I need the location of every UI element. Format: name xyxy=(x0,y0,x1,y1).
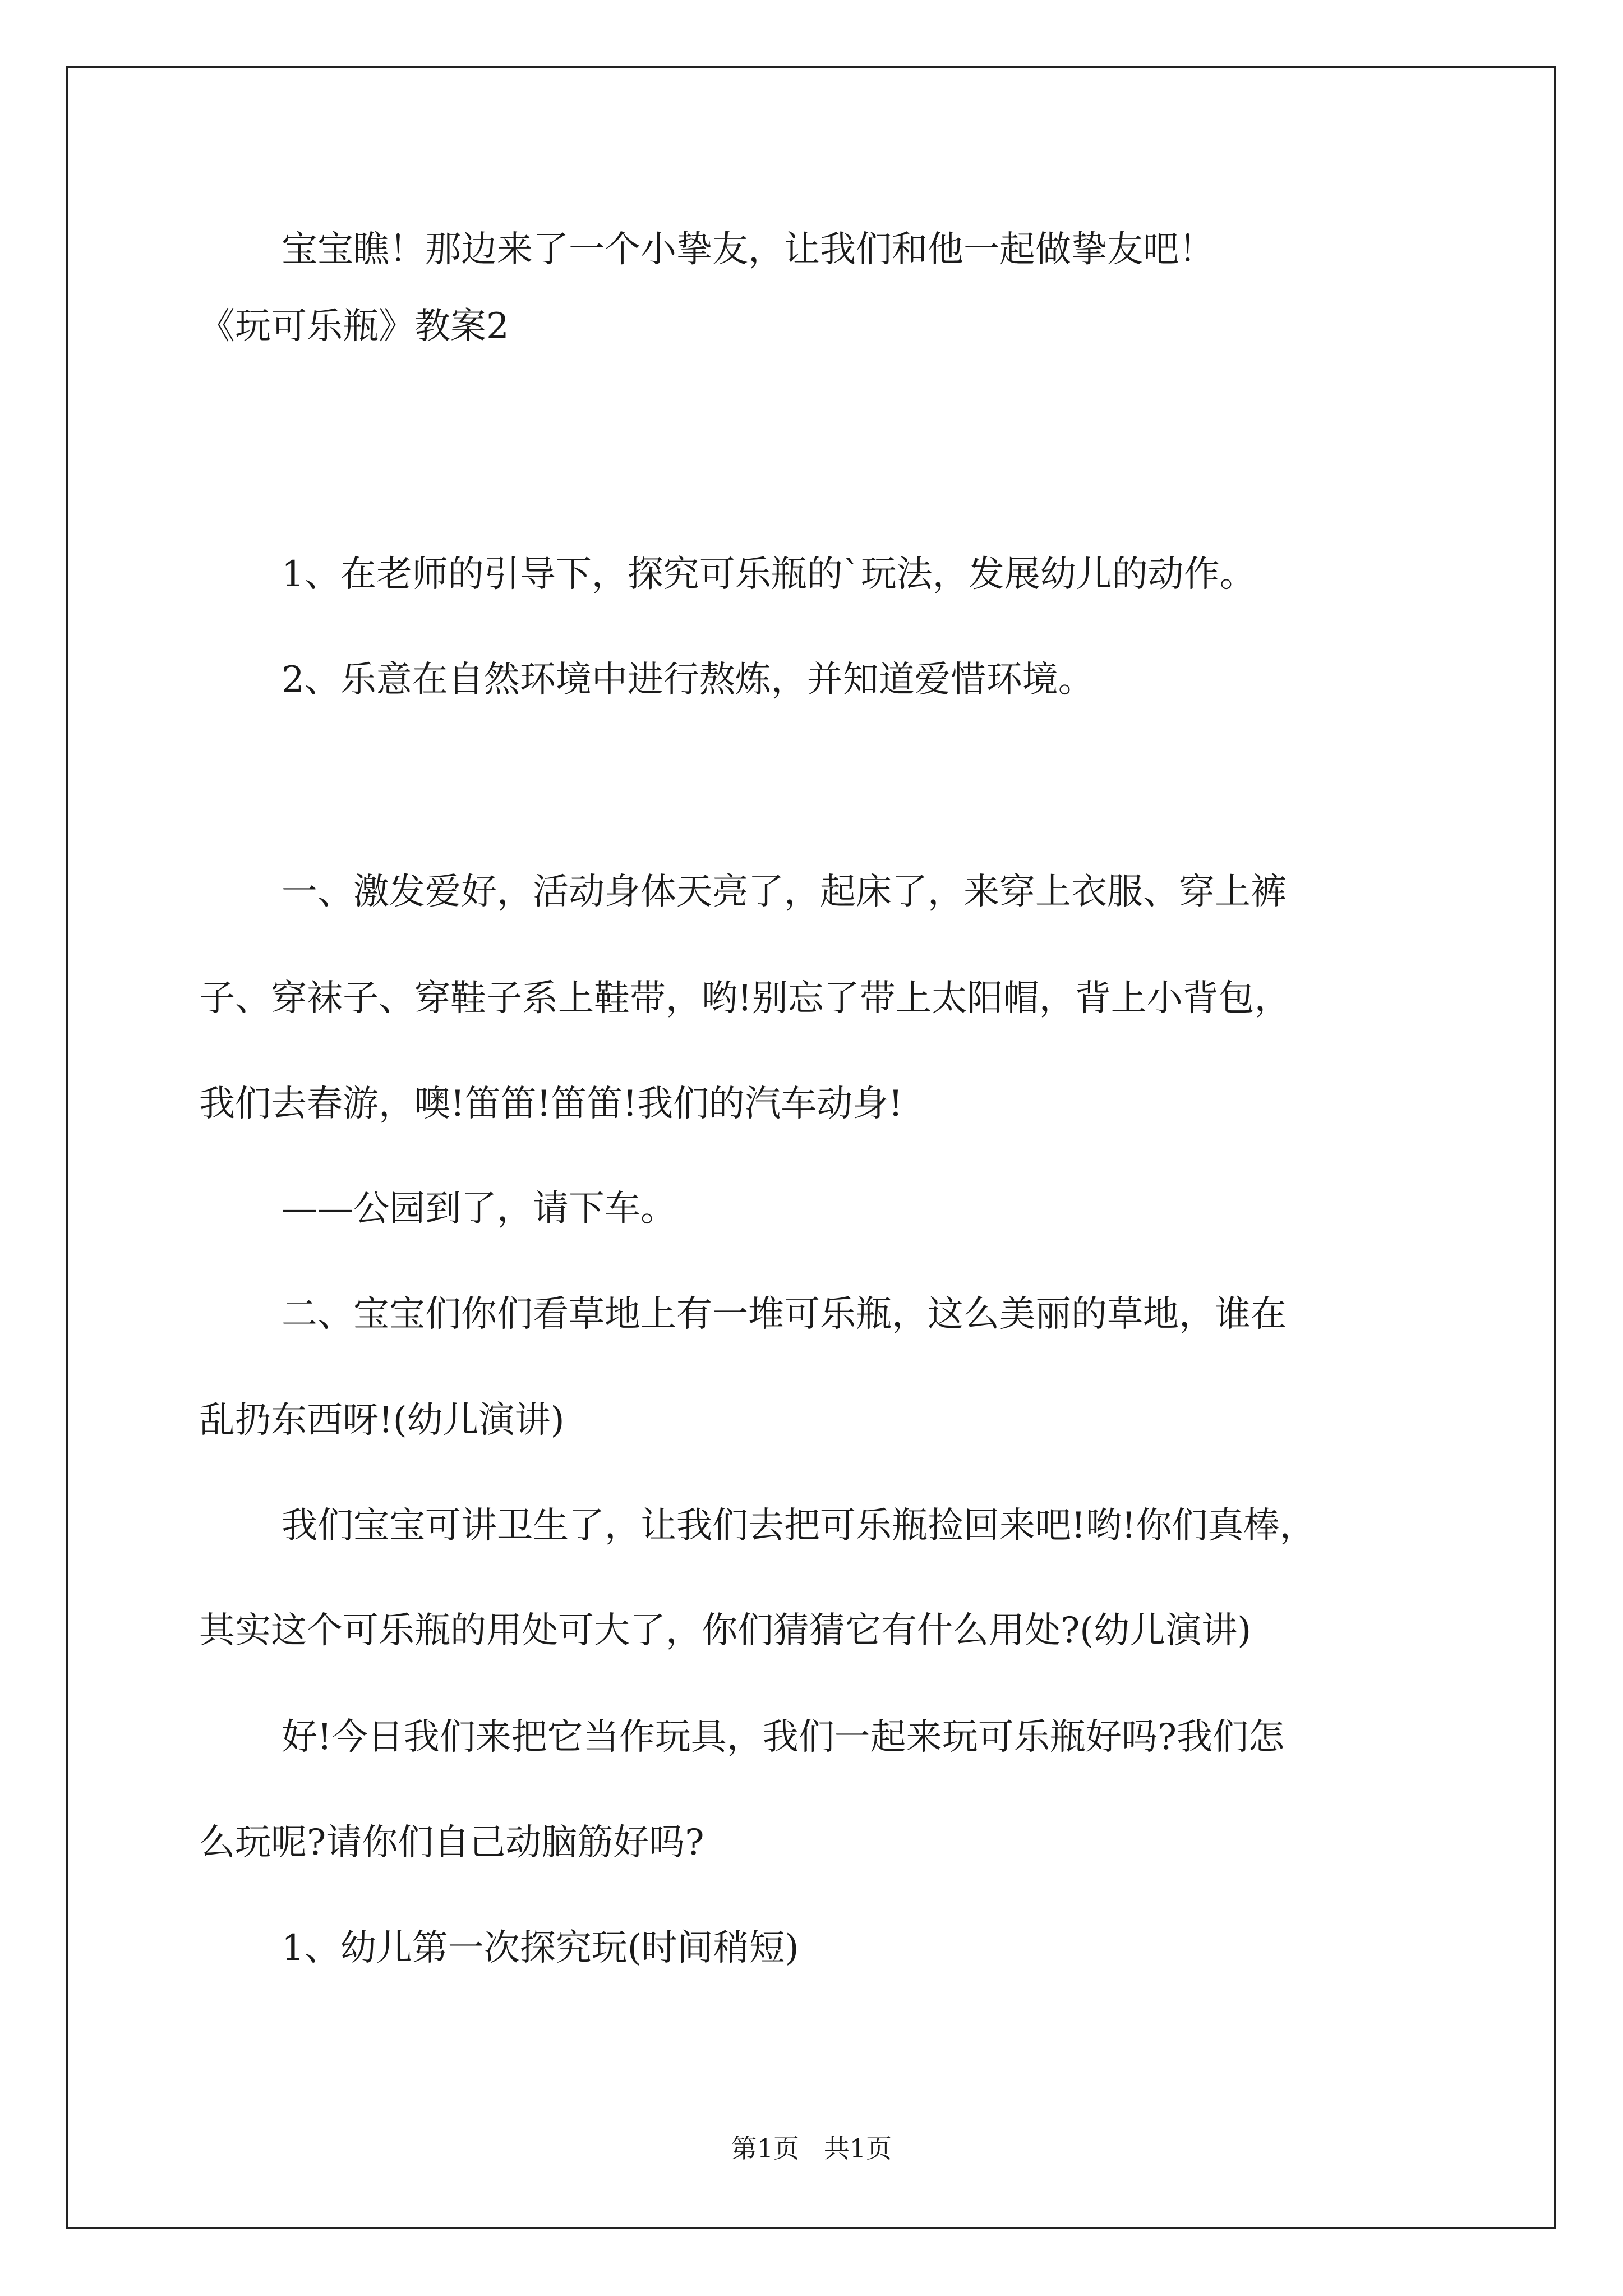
paragraph-line: 二、宝宝们你们看草地上有一堆可乐瓶，这么美丽的草地，谁在 xyxy=(282,1294,1287,1335)
paragraph-line: 我们宝宝可讲卫生了，让我们去把可乐瓶捡回来吧!哟!你们真棒， xyxy=(282,1505,1316,1547)
page-footer: 第1页 共1页 xyxy=(731,2133,892,2164)
section-title: 《玩可乐瓶》教案2 xyxy=(199,306,509,347)
paragraph-line: 1、在老师的引导下，探究可乐瓶的`玩法，发展幼儿的动作。 xyxy=(282,554,1256,595)
paragraph-line: 其实这个可乐瓶的用处可大了，你们猜猜它有什么用处?(幼儿演讲) xyxy=(199,1610,1252,1651)
paragraph-line: 1、幼儿第一次探究玩(时间稍短) xyxy=(282,1927,799,1969)
paragraph-line: 子、穿袜子、穿鞋子系上鞋带，哟!别忘了带上太阳帽，背上小背包， xyxy=(199,978,1290,1019)
paragraph-line: 宝宝瞧！那边来了一个小挚友，让我们和他一起做挚友吧！ xyxy=(282,229,1215,270)
page-border xyxy=(66,66,1556,2229)
paragraph-line: 我们去春游，噢!笛笛!笛笛!我们的汽车动身! xyxy=(199,1083,903,1125)
paragraph-line: 乱扔东西呀!(幼儿演讲) xyxy=(199,1400,565,1441)
paragraph-line: 么玩呢?请你们自己动脑筋好吗? xyxy=(199,1822,704,1864)
paragraph-line: 一、激发爱好，活动身体天亮了，起床了，来穿上衣服、穿上裤 xyxy=(282,871,1287,913)
paragraph-line: 2、乐意在自然环境中进行熬炼，并知道爱惜环境。 xyxy=(282,659,1094,701)
paragraph-line: ——公园到了，请下车。 xyxy=(282,1188,676,1230)
paragraph-line: 好!今日我们来把它当作玩具，我们一起来玩可乐瓶好吗?我们怎 xyxy=(282,1717,1285,1758)
